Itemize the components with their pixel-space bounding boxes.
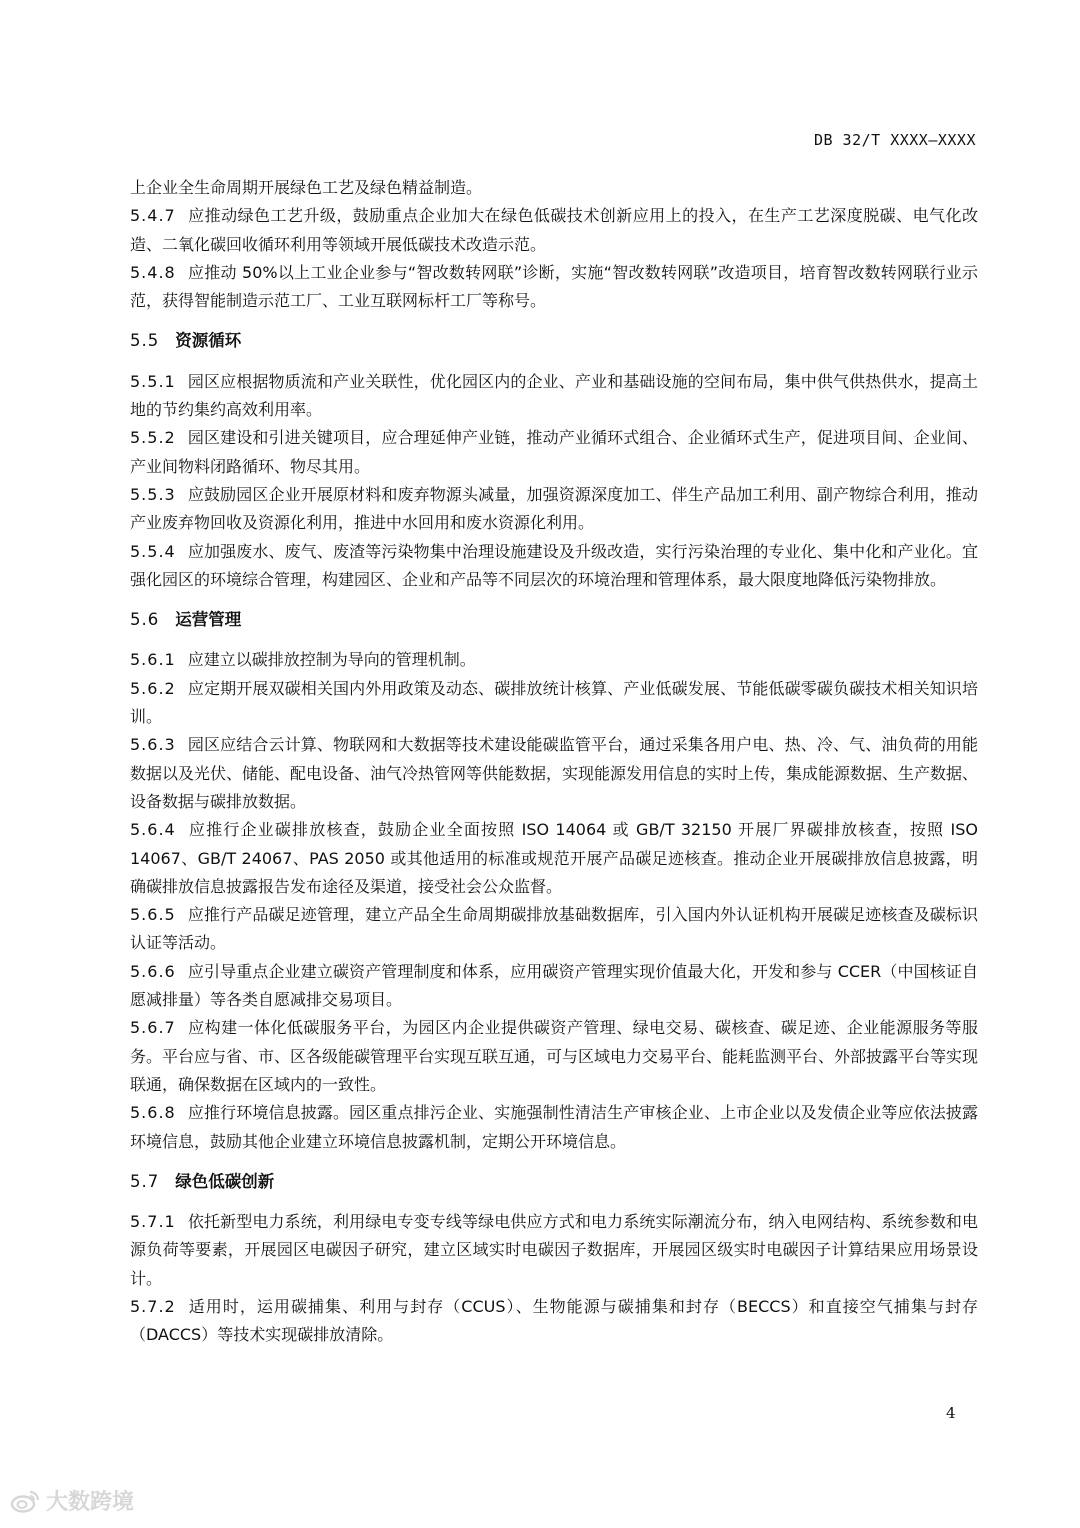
- clause-text: 应建立以碳排放控制为导向的管理机制。: [187, 650, 476, 670]
- clause-number: 5.6.6: [130, 961, 176, 981]
- clause-number: 5.6.5: [130, 905, 176, 925]
- clause-paragraph: [130, 259, 978, 316]
- clause-paragraph: [130, 202, 978, 259]
- clause-paragraph: [130, 1208, 978, 1293]
- clause-paragraph: [130, 1014, 978, 1099]
- clause-number: 5.6.8: [130, 1103, 176, 1123]
- clause-number: 5.6.4: [130, 820, 176, 840]
- clause-paragraph: [130, 958, 978, 1015]
- clause-text: 应定期开展双碳相关国内外用政策及动态、碳排放统计核算、产业低碳发展、节能低碳零碳负碳技术相关知识培训。: [130, 678, 978, 727]
- watermark: [10, 1485, 134, 1516]
- clause-text: 应推动绿色工艺升级，鼓励重点企业加大在绿色低碳技术创新应用上的投入，在生产工艺深度脱碳、电气化改造、二氧化碳回收循环利用等领域开展低碳技术改造示范。: [130, 206, 978, 254]
- clause-text: 应构建一体化低碳服务平台，为园区内企业提供碳资产管理、绿电交易、碳核查、碳足迹、企业能源服务等服务。平台应与省、市、区各级能碳管理平台实现互联互通，可与区域电力交易平台、能耗监测平台、外部披露平台等实现联通，确保数据在区域内的一致性。: [130, 1018, 979, 1094]
- clause-paragraph: [130, 1293, 978, 1350]
- clause-number: 5.6.3: [130, 735, 176, 755]
- section-title: 资源循环: [175, 331, 242, 351]
- clause-number: 5.4.8: [130, 262, 176, 282]
- clause-paragraph: [130, 731, 978, 816]
- clause-paragraph: [130, 368, 978, 425]
- clause-paragraph: [130, 538, 978, 595]
- clause-text: 应推行环境信息披露。园区重点排污企业、实施强制性清洁生产审核企业、上市企业以及发债企业等应依法披露环境信息，鼓励其他企业建立环境信息披露机制，定期公开环境信息。: [130, 1103, 978, 1151]
- clause-text: 园区应根据物质流和产业关联性，优化园区内的企业、产业和基础设施的空间布局，集中供气供热供水，提高土地的节约集约高效利用率。: [130, 371, 978, 420]
- clause-text: 园区应结合云计算、物联网和大数据等技术建设能碳监管平台，通过采集各用户电、热、冷、气、油负荷的用能数据以及光伏、储能、配电设备、油气冷热管网等供能数据，实现能源发用信息的实时上传，集成能源数据、生产数据、设备数据与碳排放数据。: [130, 735, 979, 811]
- page-number: 4: [946, 1404, 956, 1422]
- clause-number: 5.5.2: [130, 428, 176, 448]
- clause-text: 应推动 50%以上工业企业参与“智改数转网联”诊断，实施“智改数转网联”改造项目，培育智改数转网联行业示范，获得智能制造示范工厂、工业互联网标杆工厂等称号。: [130, 262, 978, 311]
- clause-paragraph: [130, 901, 978, 958]
- clause-number: 5.5.4: [130, 541, 176, 561]
- clause-paragraph: [130, 646, 978, 674]
- section-title: 绿色低碳创新: [175, 1171, 275, 1191]
- section-heading: [130, 1168, 978, 1196]
- clause-text: 应推行产品碳足迹管理，建立产品全生命周期碳排放基础数据库，引入国内外认证机构开展碳足迹核查及碳标识认证等活动。: [130, 905, 978, 953]
- document-body: [130, 174, 978, 1350]
- clause-text: 应加强废水、废气、废渣等污染物集中治理设施建设及升级改造，实行污染治理的专业化、集中化和产业化。宜强化园区的环境综合管理，构建园区、企业和产品等不同层次的环境治理和管理体系，最大限度地降低污染物排放。: [130, 541, 978, 589]
- clause-text: 上企业全生命周期开展绿色工艺及绿色精益制造。: [130, 178, 483, 197]
- clause-paragraph: [130, 1099, 978, 1156]
- clause-text: 应鼓励园区企业开展原材料和废弃物源头减量，加强资源深度加工、伴生产品加工利用、副产物综合利用，推动产业废弃物回收及资源化利用，推进中水回用和废水资源化利用。: [130, 484, 978, 533]
- clause-paragraph: [130, 174, 978, 202]
- clause-number: 5.5.3: [130, 484, 176, 504]
- clause-number: 5.6.2: [130, 678, 176, 698]
- section-heading: [130, 327, 978, 355]
- clause-text: 应引导重点企业建立碳资产管理制度和体系，应用碳资产管理实现价值最大化，开发和参与 CCER（中国核证自愿减排量）等各类自愿减排交易项目。: [130, 961, 978, 1010]
- clause-number: 5.4.7: [130, 206, 176, 226]
- clause-paragraph: [130, 816, 978, 901]
- clause-number: 5.5.1: [130, 371, 176, 391]
- section-number: 5.7: [130, 1171, 160, 1191]
- clause-text: 应推行企业碳排放核查，鼓励企业全面按照 ISO 14064 或 GB/T 32150 开展厂界碳排放核查，按照 ISO 14067、GB/T 24067、PAS 2050 或其他适用的标准或规范开展产品碳足迹核查。推动企业开展碳排放信息披露，明确碳排放信息披露报告发布途径及渠道，接受社会公众监督。: [130, 820, 978, 896]
- clause-number: 5.7.1: [130, 1212, 176, 1232]
- watermark-text: 大数跨境: [46, 1490, 135, 1515]
- clause-paragraph: [130, 675, 978, 732]
- weibo-logo-icon: [10, 1489, 40, 1513]
- clause-text: 园区建设和引进关键项目，应合理延伸产业链，推动产业循环式组合、企业循环式生产，促进项目间、企业间、产业间物料闭路循环、物尽其用。: [130, 428, 978, 476]
- clause-number: 5.6.7: [130, 1018, 176, 1038]
- section-number: 5.6: [130, 610, 160, 630]
- section-title: 运营管理: [175, 610, 242, 630]
- clause-paragraph: [130, 481, 978, 538]
- clause-number: 5.7.2: [130, 1296, 176, 1316]
- document-code-header: DB 32/T XXXX—XXXX: [813, 131, 976, 149]
- section-heading: [130, 606, 978, 634]
- clause-number: 5.6.1: [130, 650, 176, 670]
- clause-text: 依托新型电力系统，利用绿电专变专线等绿电供应方式和电力系统实际潮流分布，纳入电网结构、系统参数和电源负荷等要素，开展园区电碳因子研究，建立区域实时电碳因子数据库，开展园区级实时电碳因子计算结果应用场景设计。: [130, 1212, 978, 1288]
- clause-text: 适用时，运用碳捕集、利用与封存（CCUS）、生物能源与碳捕集和封存（BECCS）和直接空气捕集与封存（DACCS）等技术实现碳排放清除。: [130, 1296, 978, 1345]
- clause-paragraph: [130, 424, 978, 481]
- section-number: 5.5: [130, 331, 160, 351]
